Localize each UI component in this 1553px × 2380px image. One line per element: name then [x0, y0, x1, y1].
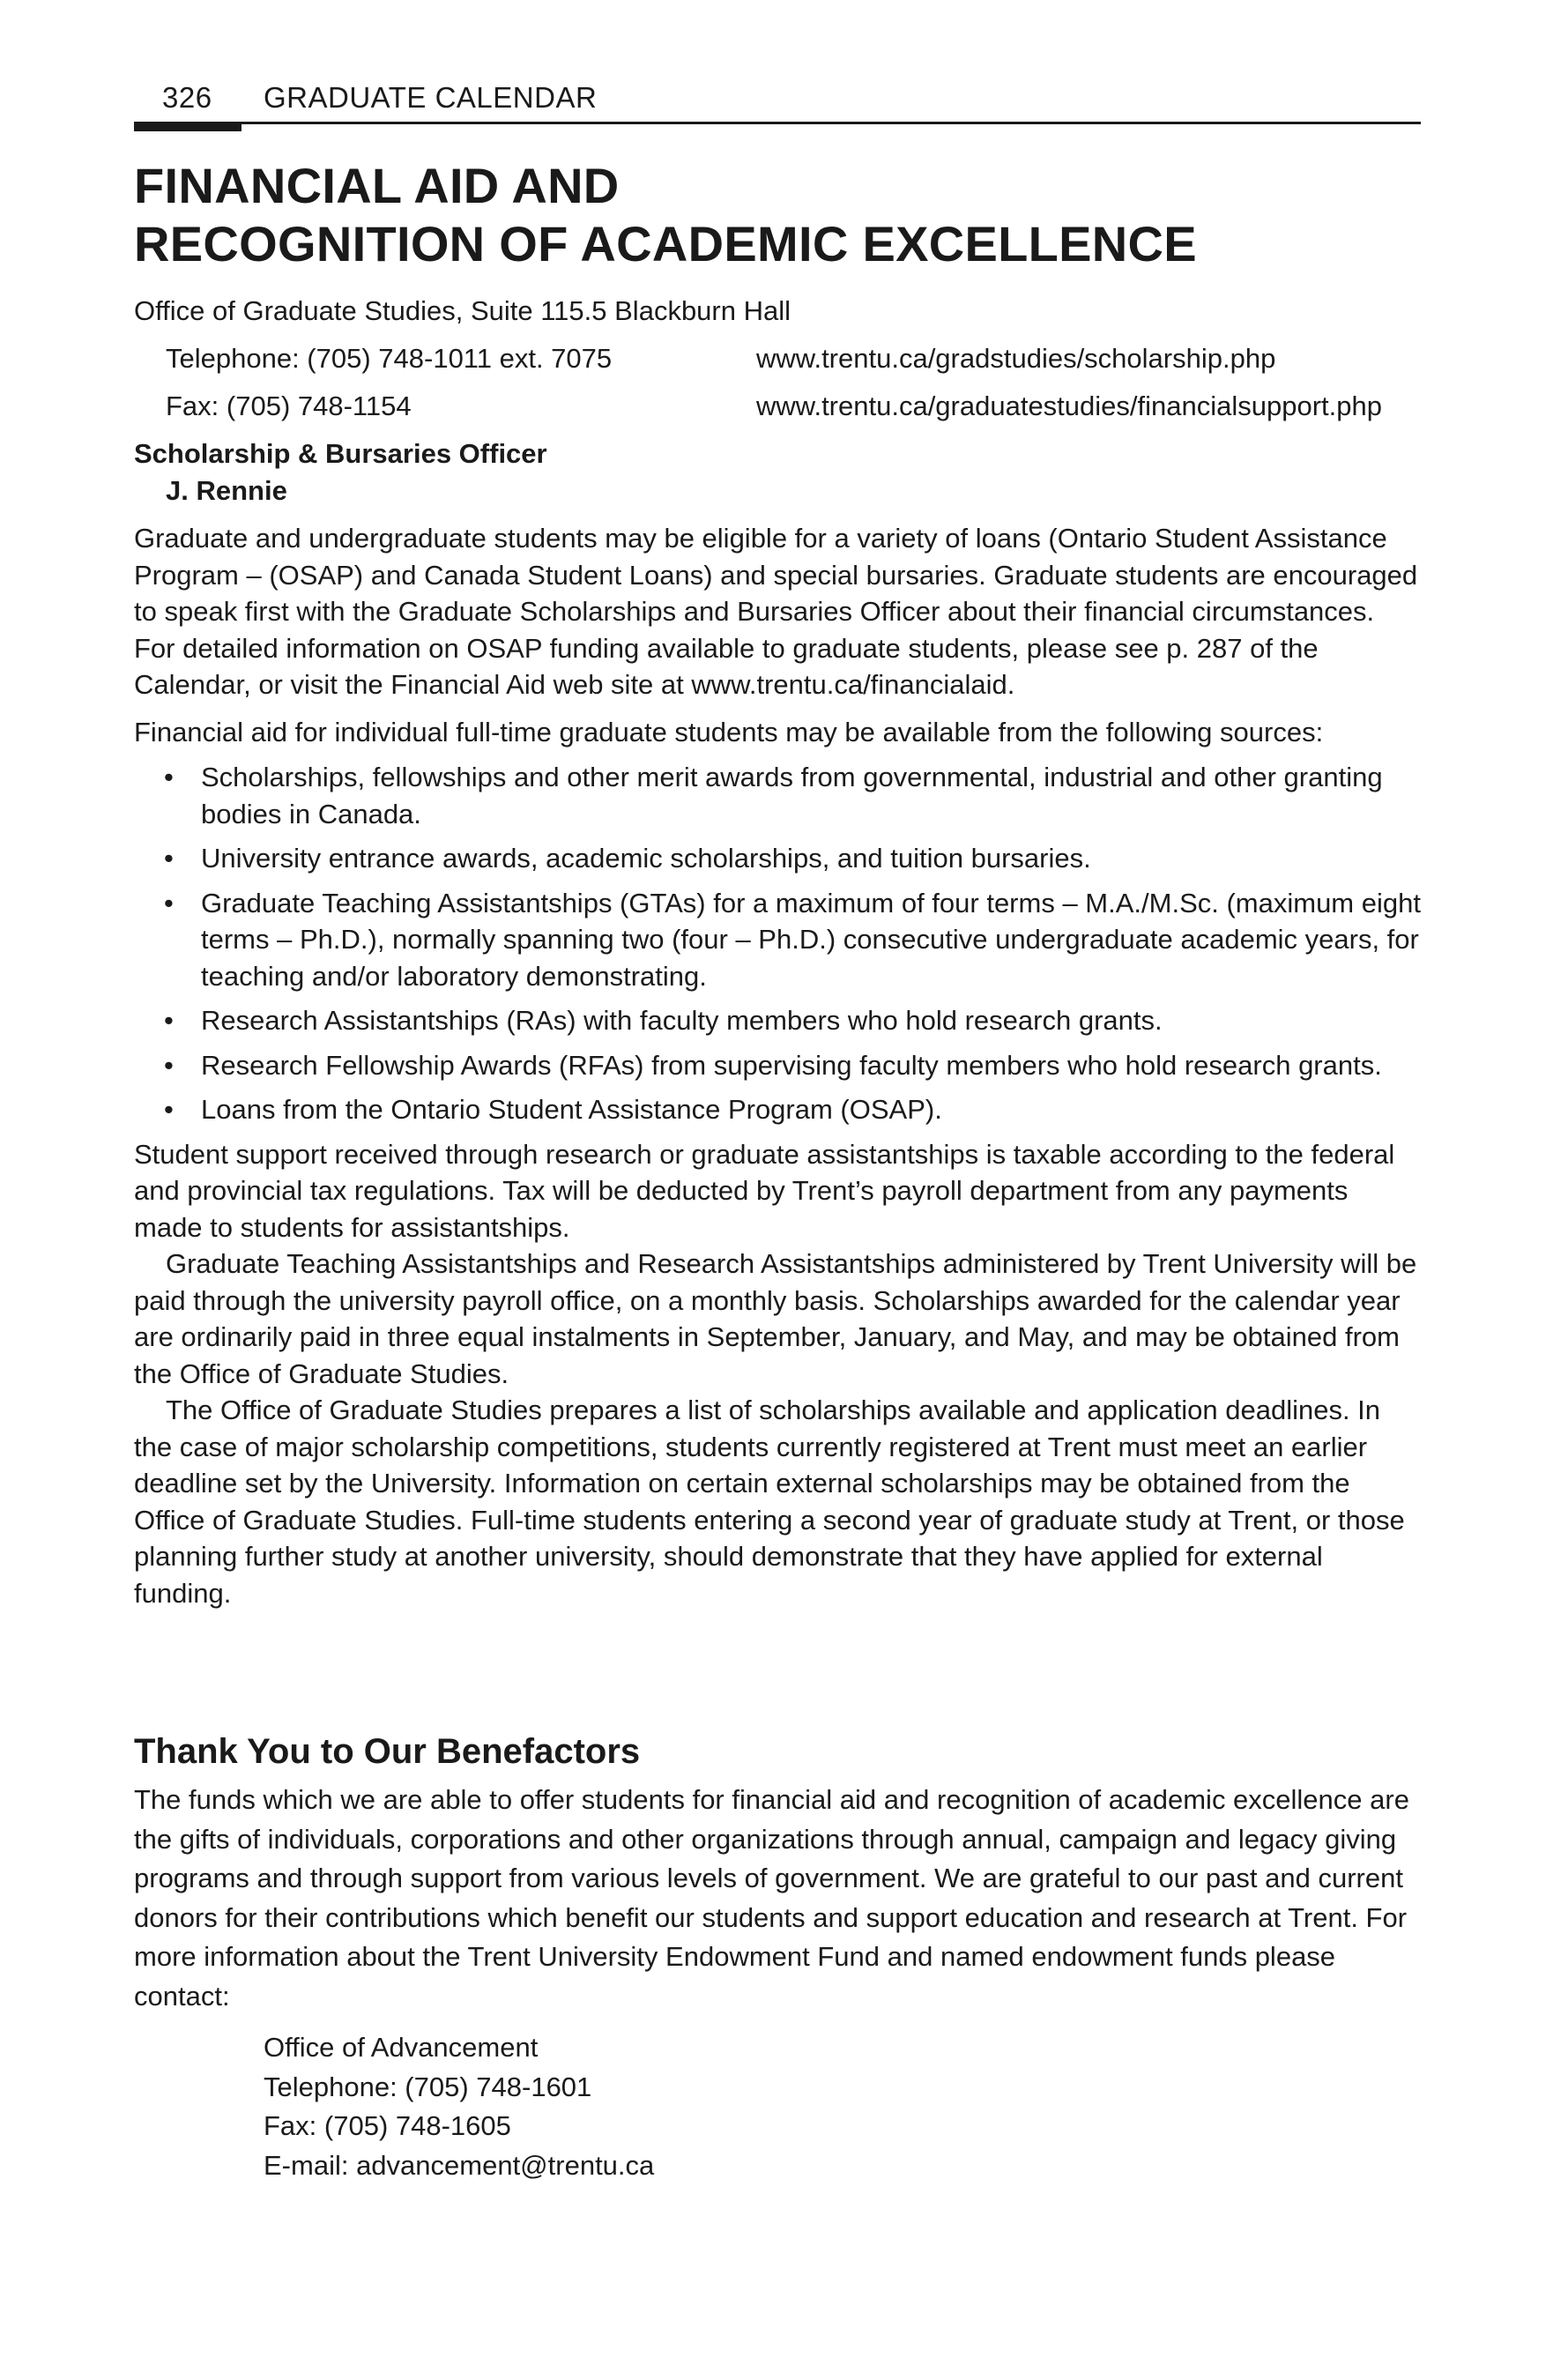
bullet-icon: •	[164, 887, 174, 919]
header-rule	[134, 122, 1421, 124]
office-telephone: Telephone: (705) 748-1011 ext. 7075	[166, 343, 613, 374]
list-item-text: Scholarships, fellowships and other merit awards from governmental, industrial and other granting bodies in Canada.	[201, 762, 1383, 829]
advancement-email[interactable]: E-mail: advancement@trentu.ca	[264, 2149, 655, 2181]
list-item-text: Graduate Teaching Assistantships (GTAs) for a maximum of four terms – M.A./M.Sc. (maximum eight terms – Ph.D.), normally spanning two (four – Ph.D.) consecutive undergraduate academic years, for teaching and/or laboratory demonstrating.	[201, 887, 1421, 992]
benefactors-section	[134, 1728, 1421, 2185]
bullet-icon: •	[164, 1094, 174, 1125]
tax-paragraph: Student support received through research or graduate assistantships is taxable according to the federal and provincial tax regulations. Tax will be deducted by Trent’s payroll department from any payments made to students for assistantships.	[134, 1138, 1395, 1243]
office-fax: Fax: (705) 748-1154	[166, 390, 412, 421]
page-number: 326	[162, 81, 212, 114]
page-title-line-2: RECOGNITION OF ACADEMIC EXCELLENCE	[134, 216, 1197, 271]
bullet-icon: •	[164, 762, 174, 792]
intro-paragraph: Graduate and undergraduate students may be eligible for a variety of loans (Ontario Student Assistance Program – (OSAP) and Canada Student Loans) and special bursaries. Graduate students are encouraged to speak first with the Graduate Scholarships and Bursaries Officer about their financial circumstances. For detailed information on OSAP funding available to graduate students, please see p. 287 of the Calendar, or visit the Financial Aid web site at www.trentu.ca/financialaid.	[134, 523, 1418, 700]
payroll-paragraph: Graduate Teaching Assistantships and Research Assistantships administered by Trent University will be paid through the university payroll office, on a monthly basis. Scholarships awarded for the calendar year are ordinarily paid in three equal instalments in September, January, and May, and may be obtained from the Office of Graduate Studies.	[134, 1248, 1417, 1389]
page-title-line-1: FINANCIAL AID AND	[134, 158, 620, 213]
contact-row-1	[134, 340, 1421, 377]
list-item-text: Research Assistantships (RAs) with faculty members who hold research grants.	[201, 1005, 1163, 1036]
list-item-text: Loans from the Ontario Student Assistance Program (OSAP).	[201, 1094, 942, 1125]
list-item	[134, 1091, 1421, 1128]
page-title	[134, 157, 1421, 273]
list-item-text: Research Fellowship Awards (RFAs) from supervising faculty members who hold research grants.	[201, 1049, 1382, 1081]
bullet-icon: •	[164, 1005, 174, 1036]
advancement-telephone: Telephone: (705) 748-1601	[264, 2071, 592, 2102]
list-item	[134, 840, 1421, 877]
bullet-icon: •	[164, 843, 174, 874]
section-heading: Thank You to Our Benefactors	[134, 1732, 641, 1771]
bullet-icon: •	[164, 1049, 174, 1081]
list-item-text: University entrance awards, academic scholarships, and tuition bursaries.	[201, 843, 1091, 874]
running-header	[134, 79, 1421, 125]
contact-row-2	[134, 388, 1421, 425]
financial-support-url[interactable]: www.trentu.ca/graduatestudies/financialsupport.php	[756, 390, 1382, 421]
list-item	[134, 1047, 1421, 1084]
list-item	[134, 1002, 1421, 1039]
header-rule-tab	[134, 122, 241, 131]
office-contacts	[134, 340, 1421, 425]
running-title: GRADUATE CALENDAR	[264, 81, 598, 114]
document-page	[134, 79, 1421, 2185]
scholarship-url[interactable]: www.trentu.ca/gradstudies/scholarship.php	[756, 343, 1276, 374]
funding-sources-list	[134, 759, 1421, 1128]
benefactors-paragraph: The funds which we are able to offer students for financial aid and recognition of academic excellence are the gifts of individuals, corporations and other organizations through annual, campaign and legacy giving programs and through support from various levels of government. We are grateful to our past and current donors for their contributions which benefit our students and support education and research at Trent. For more information about the Trent University Endowment Fund and named endowment funds please contact:	[134, 1784, 1409, 2012]
officer-name: J. Rennie	[166, 475, 287, 506]
sources-intro: Financial aid for individual full-time graduate students may be available from the following sources:	[134, 716, 1324, 747]
list-item	[134, 759, 1421, 832]
advancement-office: Office of Advancement	[264, 2032, 539, 2063]
advancement-contact	[134, 2028, 1421, 2185]
list-item	[134, 885, 1421, 995]
advancement-fax: Fax: (705) 748-1605	[264, 2110, 511, 2141]
office-location: Office of Graduate Studies, Suite 115.5 Blackburn Hall	[134, 295, 791, 326]
deadlines-paragraph: The Office of Graduate Studies prepares a list of scholarships available and application deadlines. In the case of major scholarship competitions, students currently registered at Trent must meet an earlier deadline set by the University. Information on certain external scholarships may be obtained from the Office of Graduate Studies. Full-time students entering a second year of graduate study at Trent, or those planning further study at another university, should demonstrate that they have applied for external funding.	[134, 1395, 1405, 1609]
officer-title: Scholarship & Bursaries Officer	[134, 438, 547, 469]
